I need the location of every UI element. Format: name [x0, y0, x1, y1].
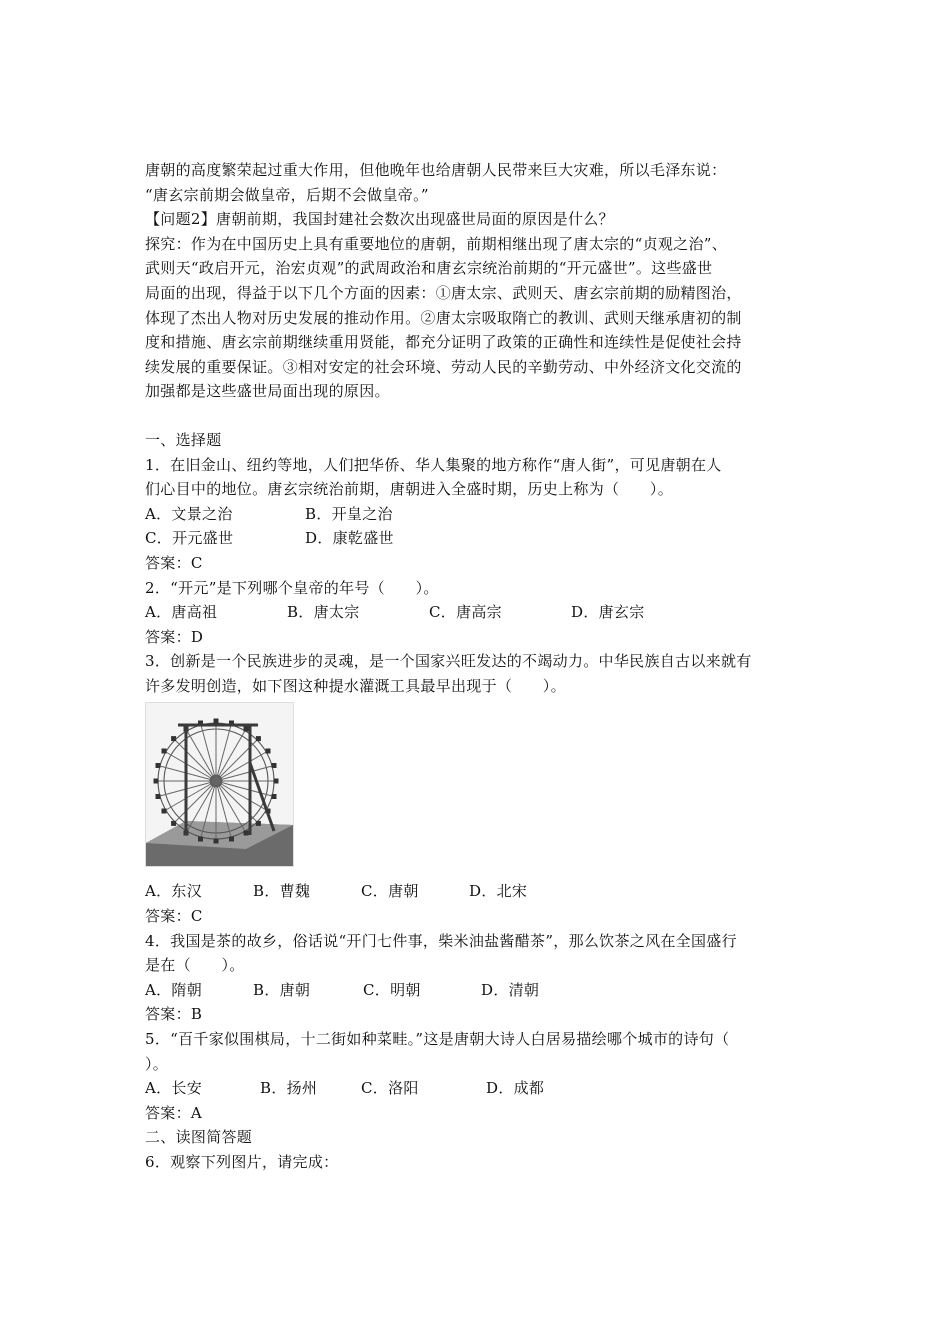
section-heading-reading: 二、读图简答题 — [145, 1128, 253, 1147]
text-line: 体现了杰出人物对历史发展的推动作用。②唐太宗吸取隋亡的教训、武则天继承唐初的制 — [145, 308, 742, 327]
document-page — [145, 158, 810, 1175]
options-row — [145, 978, 810, 1003]
section-heading-choice: 一、选择题 — [145, 430, 222, 449]
text-line: 局面的出现，得益于以下几个方面的因素：①唐太宗、武则天、唐玄宗前期的励精图治， — [145, 283, 742, 302]
option-a: A．唐高祖 — [145, 603, 218, 622]
option-b: B．唐太宗 — [287, 603, 360, 622]
option-b: B．曹魏 — [253, 882, 311, 901]
question-6 — [145, 1150, 810, 1175]
intro-paragraph — [145, 158, 810, 207]
text-line: 探究：作为在中国历史上具有重要地位的唐朝，前期相继出现了唐太宗的“贞观之治”、 — [145, 234, 728, 253]
option-b: B．唐朝 — [253, 980, 311, 999]
options-row — [145, 600, 810, 625]
question-stem: 们心目中的地位。唐玄宗统治前期，唐朝进入全盛时期，历史上称为（ ）。 — [145, 480, 674, 499]
question-2 — [145, 576, 810, 650]
question-stem: ）。 — [145, 1054, 169, 1073]
question-5 — [145, 1027, 810, 1125]
waterwheel-icon — [146, 703, 293, 866]
waterwheel-photo — [145, 702, 294, 867]
question-1 — [145, 453, 810, 576]
question-stem: 许多发明创造，如下图这种提水灌溉工具最早出现于（ ）。 — [145, 676, 566, 695]
option-c: C．唐高宗 — [429, 603, 502, 622]
options-row — [145, 526, 810, 551]
spacer — [145, 404, 810, 428]
option-d: D．康乾盛世 — [305, 529, 394, 548]
option-c: C．开元盛世 — [145, 529, 234, 548]
text-line: 加强都是这些盛世局面出现的原因。 — [145, 382, 390, 401]
options-row — [145, 502, 810, 527]
option-a: A．隋朝 — [145, 980, 203, 999]
option-c: C．明朝 — [363, 980, 421, 999]
option-d: D．成都 — [486, 1079, 545, 1098]
option-c: C．唐朝 — [361, 882, 419, 901]
answer: 答案：D — [145, 627, 204, 646]
question-4 — [145, 929, 810, 1027]
text-line: 度和措施、唐玄宗前期继续重用贤能，都充分证明了政策的正确性和连续性是促使社会持 — [145, 333, 742, 352]
option-a: A．东汉 — [145, 882, 203, 901]
question-stem: 1．在旧金山、纽约等地，人们把华侨、华人集聚的地方称作“唐人街”，可见唐朝在人 — [145, 455, 722, 474]
options-row — [145, 1076, 810, 1101]
text-line: 续发展的重要保证。③相对安定的社会环境、劳动人民的辛勤劳动、中外经济文化交流的 — [145, 357, 742, 376]
text-line: 武则天“政启开元，治宏贞观”的武周政治和唐玄宗统治前期的“开元盛世”。这些盛世 — [145, 259, 713, 278]
option-b: B．开皇之治 — [305, 504, 393, 523]
question-2-title: 【问题2】唐朝前期，我国封建社会数次出现盛世局面的原因是什么？ — [145, 210, 614, 229]
answer: 答案：B — [145, 1005, 203, 1024]
option-d: D．北宋 — [469, 882, 528, 901]
question-stem: 2．“开元”是下列哪个皇帝的年号（ ）。 — [145, 578, 439, 597]
answer: 答案：C — [145, 553, 203, 572]
option-a: A．文景之治 — [145, 504, 233, 523]
option-c: C．洛阳 — [361, 1079, 419, 1098]
options-row — [145, 879, 810, 904]
question-stem: 3．创新是一个民族进步的灵魂，是一个国家兴旺发达的不竭动力。中华民族自古以来就有 — [145, 652, 752, 671]
option-b: B．扬州 — [260, 1079, 318, 1098]
answer: 答案：C — [145, 907, 203, 926]
option-a: A．长安 — [145, 1079, 203, 1098]
option-d: D．清朝 — [481, 980, 540, 999]
question-stem: 4．我国是茶的故乡，俗话说“开门七件事，柴米油盐酱醋茶”，那么饮茶之风在全国盛行 — [145, 931, 737, 950]
text-line: 唐朝的高度繁荣起过重大作用，但他晚年也给唐朝人民带来巨大灾难，所以毛泽东说： — [145, 161, 727, 179]
question-stem: 6．观察下列图片，请完成： — [145, 1153, 339, 1171]
question-stem: 是在（ ）。 — [145, 956, 245, 975]
text-line: “唐玄宗前期会做皇帝，后期不会做皇帝。” — [145, 185, 429, 204]
answer: 答案：A — [145, 1103, 203, 1122]
question-stem: 5．“百千家似围棋局，十二街如种菜畦。”这是唐朝大诗人白居易描绘哪个城市的诗句（ — [145, 1030, 730, 1049]
question-3 — [145, 649, 810, 928]
option-d: D．唐玄宗 — [571, 603, 645, 622]
exploration-paragraph — [145, 232, 810, 404]
